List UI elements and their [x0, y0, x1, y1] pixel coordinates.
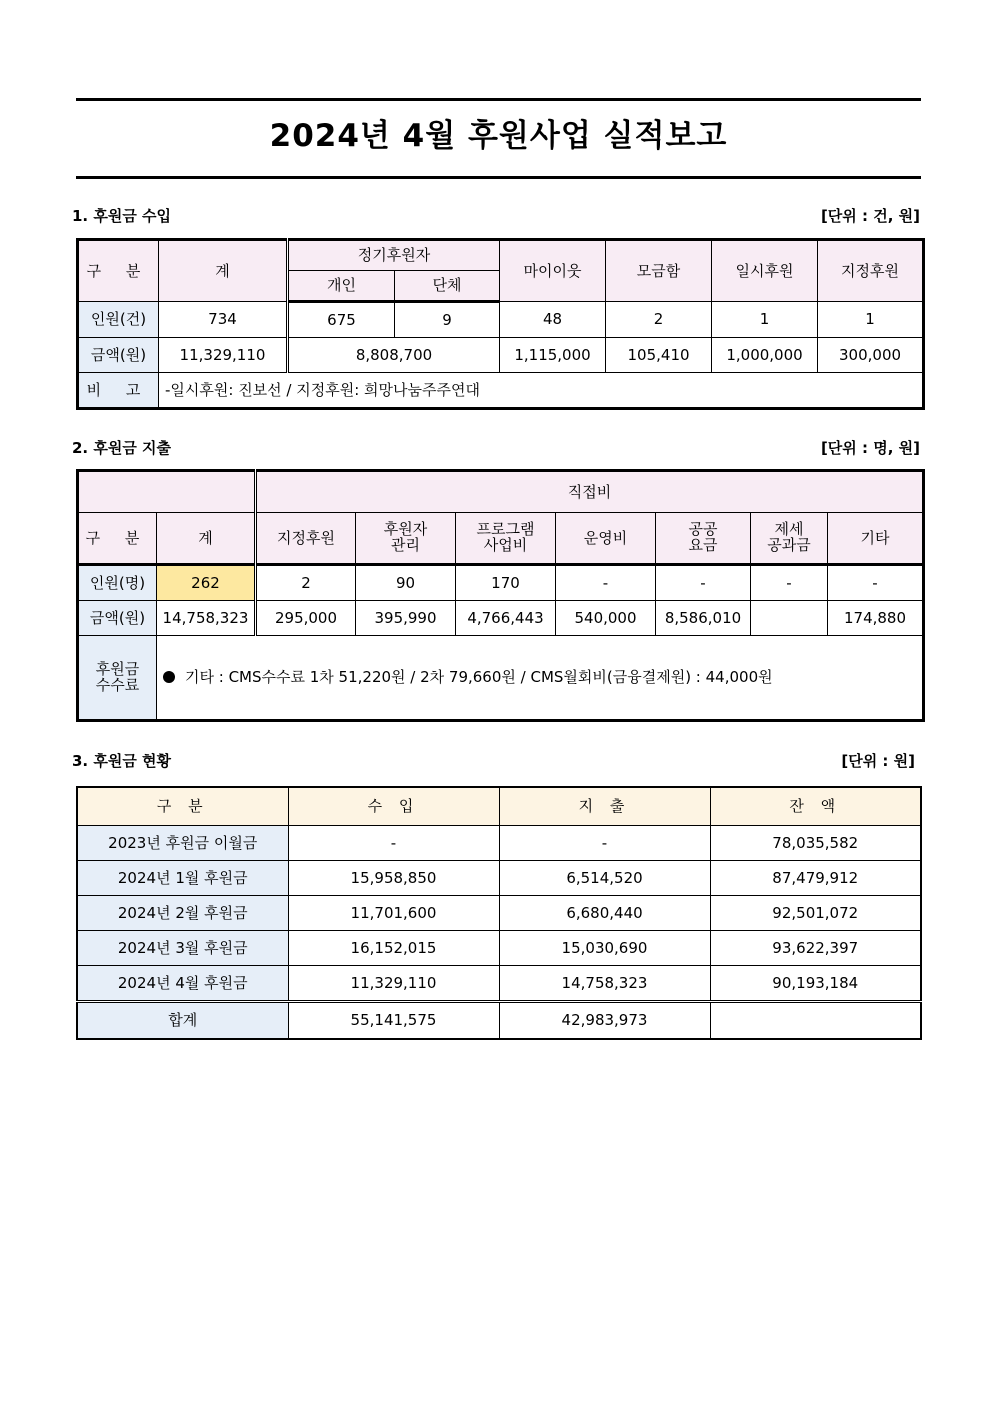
status-header-category: 구 분	[77, 787, 288, 826]
expense-fee-note: 기타 : CMS수수료 1차 51,220원 / 2차 79,660원 / CMS월회비(금융결제원) : 44,000원	[185, 668, 773, 687]
income-count-label: 인원(건)	[78, 302, 159, 338]
title-bottom-rule	[76, 176, 921, 179]
income-count-group: 9	[395, 302, 500, 338]
status-row-balance: 92,501,072	[710, 896, 921, 931]
expense-header-blank	[78, 471, 256, 513]
income-note: -일시후원: 진보선 / 지정후원: 희망나눔주주연대	[159, 373, 924, 409]
status-row-label: 2024년 1월 후원금	[77, 861, 288, 896]
income-note-label: 비 고	[78, 373, 159, 409]
page-title: 2024년 4월 후원사업 실적보고	[269, 118, 728, 154]
status-row-expense: 6,680,440	[499, 896, 710, 931]
expense-header-category: 구 분	[78, 513, 157, 565]
expense-header-etc: 기타	[828, 513, 924, 565]
expense-amount-taxes	[751, 601, 828, 636]
status-row-expense: 15,030,690	[499, 931, 710, 966]
expense-header-utilities: 공공 요금	[656, 513, 751, 565]
income-section-header	[72, 205, 920, 227]
expense-count-label: 인원(명)	[78, 565, 157, 601]
income-count-individual: 675	[288, 302, 395, 338]
income-table	[76, 238, 925, 410]
expense-count-total: 262	[157, 565, 256, 601]
expense-amount-etc: 174,880	[828, 601, 924, 636]
status-row-expense: -	[499, 826, 710, 861]
status-row-label: 2024년 2월 후원금	[77, 896, 288, 931]
table-row	[77, 826, 921, 861]
table-row	[77, 931, 921, 966]
expense-fee-label: 후원금 수수료	[78, 636, 157, 721]
status-total-expense: 42,983,973	[499, 1002, 710, 1040]
income-header-individual: 개인	[288, 271, 395, 302]
expense-heading: 2. 후원금 지출	[72, 439, 172, 457]
expense-amount-donor-mgmt: 395,990	[356, 601, 456, 636]
income-count-myiout: 48	[500, 302, 606, 338]
income-amount-label: 금액(원)	[78, 338, 159, 373]
total-row	[77, 1002, 921, 1040]
expense-count-donor-mgmt: 90	[356, 565, 456, 601]
expense-header-donor-mgmt: 후원자 관리	[356, 513, 456, 565]
expense-count-program: 170	[456, 565, 556, 601]
status-table	[76, 786, 922, 1040]
table-row	[77, 896, 921, 931]
income-count-designated: 1	[818, 302, 924, 338]
expense-count-etc: -	[828, 565, 924, 601]
status-total-label: 합계	[77, 1002, 288, 1040]
income-unit: [단위 : 건, 원]	[820, 207, 920, 225]
income-amount-total: 11,329,110	[159, 338, 288, 373]
status-total-balance	[710, 1002, 921, 1040]
status-row-income: -	[288, 826, 499, 861]
status-section-header	[72, 750, 915, 772]
expense-amount-operation: 540,000	[556, 601, 656, 636]
status-unit: [단위 : 원]	[841, 752, 915, 770]
expense-header-direct: 직접비	[256, 471, 924, 513]
expense-count-utilities: -	[656, 565, 751, 601]
status-row-income: 16,152,015	[288, 931, 499, 966]
status-header-expense: 지 출	[499, 787, 710, 826]
expense-amount-designated: 295,000	[256, 601, 356, 636]
income-header-total: 계	[159, 240, 288, 302]
status-row-balance: 78,035,582	[710, 826, 921, 861]
expense-count-designated: 2	[256, 565, 356, 601]
expense-header-program: 프로그램 사업비	[456, 513, 556, 565]
income-header-group: 단체	[395, 271, 500, 302]
status-total-income: 55,141,575	[288, 1002, 499, 1040]
title-top-rule	[76, 98, 921, 101]
status-row-label: 2024년 3월 후원금	[77, 931, 288, 966]
income-header-category: 구 분	[78, 240, 159, 302]
status-header-income: 수 입	[288, 787, 499, 826]
expense-fee-cell	[157, 636, 924, 721]
expense-count-operation: -	[556, 565, 656, 601]
expense-header-total: 계	[157, 513, 256, 565]
expense-amount-total: 14,758,323	[157, 601, 256, 636]
income-header-onetime: 일시후원	[712, 240, 818, 302]
income-amount-onetime: 1,000,000	[712, 338, 818, 373]
income-count-total: 734	[159, 302, 288, 338]
income-count-onetime: 1	[712, 302, 818, 338]
income-header-donation-box: 모금함	[606, 240, 712, 302]
income-header-myiout: 마이이웃	[500, 240, 606, 302]
status-row-balance: 87,479,912	[710, 861, 921, 896]
income-amount-designated: 300,000	[818, 338, 924, 373]
income-count-donation-box: 2	[606, 302, 712, 338]
status-row-label: 2024년 4월 후원금	[77, 966, 288, 1002]
status-row-income: 11,329,110	[288, 966, 499, 1002]
status-row-expense: 14,758,323	[499, 966, 710, 1002]
status-row-balance: 90,193,184	[710, 966, 921, 1002]
status-row-income: 11,701,600	[288, 896, 499, 931]
expense-table	[76, 469, 925, 722]
status-row-label: 2023년 후원금 이월금	[77, 826, 288, 861]
expense-header-operation: 운영비	[556, 513, 656, 565]
bullet-icon	[163, 671, 175, 683]
expense-header-designated: 지정후원	[256, 513, 356, 565]
expense-header-taxes: 제세 공과금	[751, 513, 828, 565]
status-header-balance: 잔 액	[710, 787, 921, 826]
expense-unit: [단위 : 명, 원]	[820, 439, 920, 457]
status-row-expense: 6,514,520	[499, 861, 710, 896]
expense-amount-label: 금액(원)	[78, 601, 157, 636]
expense-section-header	[72, 437, 920, 459]
expense-amount-program: 4,766,443	[456, 601, 556, 636]
table-row	[77, 861, 921, 896]
expense-count-taxes: -	[751, 565, 828, 601]
income-amount-regular: 8,808,700	[288, 338, 500, 373]
expense-amount-utilities: 8,586,010	[656, 601, 751, 636]
income-amount-myiout: 1,115,000	[500, 338, 606, 373]
income-header-regular: 정기후원자	[288, 240, 500, 271]
table-row	[77, 966, 921, 1002]
income-header-designated: 지정후원	[818, 240, 924, 302]
status-row-income: 15,958,850	[288, 861, 499, 896]
status-heading: 3. 후원금 현황	[72, 752, 172, 770]
income-amount-donation-box: 105,410	[606, 338, 712, 373]
status-row-balance: 93,622,397	[710, 931, 921, 966]
income-heading: 1. 후원금 수입	[72, 207, 172, 225]
